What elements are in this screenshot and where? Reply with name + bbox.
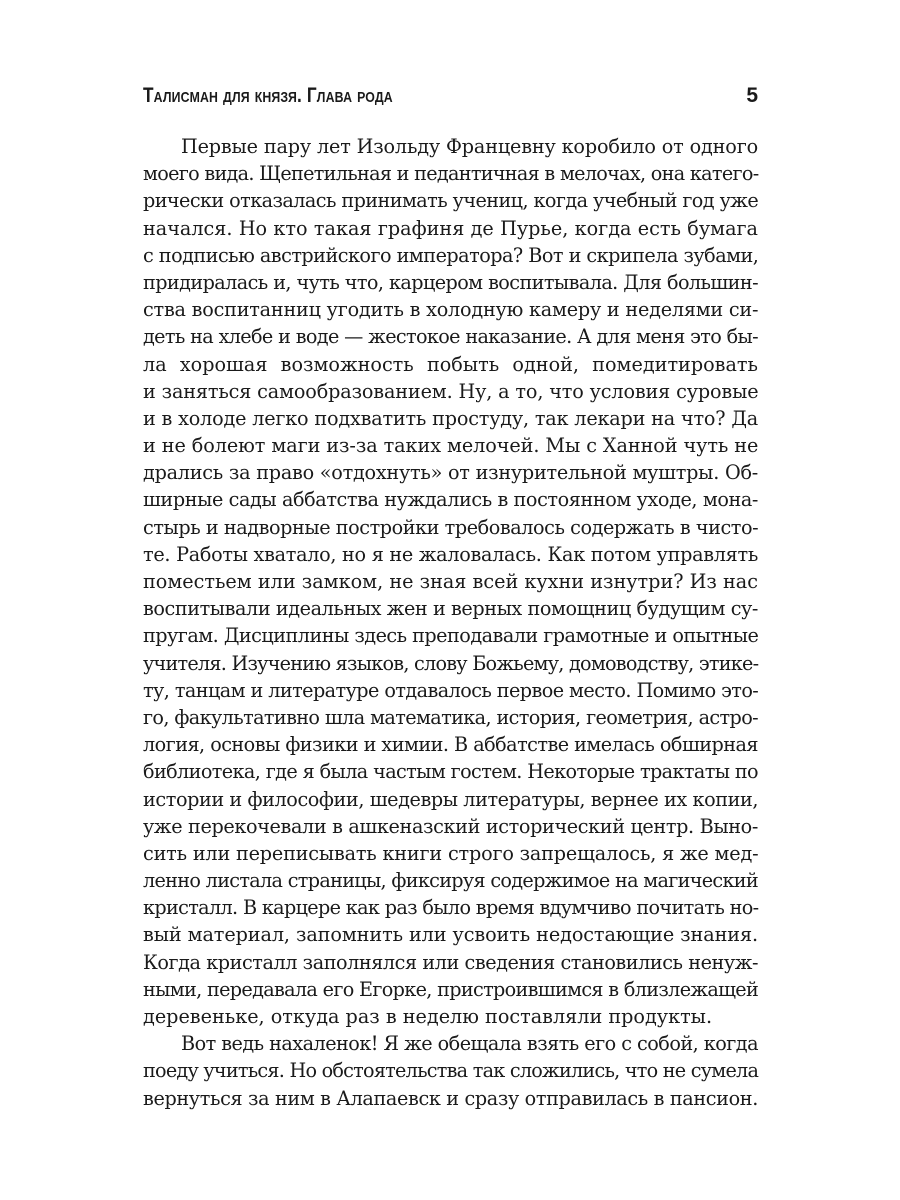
text-line: с подписью австрийского императора? Вот и скрипела зубами, [143, 243, 759, 267]
text-line: сить или переписывать книги строго запрещалось, я же мед- [143, 841, 759, 865]
text-line: рически отказалась принимать учениц, когда учебный год уже [143, 189, 759, 213]
text-line: Вот ведь нахаленок! Я же обещала взять его с собой, когда [181, 1032, 758, 1056]
text-line: Когда кристалл заполнялся или сведения становились ненуж- [143, 950, 758, 974]
page-number: 5 [746, 84, 758, 107]
text-line: библиотека, где я была частым гостем. Некоторые трактаты по [143, 760, 758, 784]
running-header [143, 84, 758, 114]
text-line: воспитывали идеальных жен и верных помощниц будущим су- [143, 597, 758, 621]
text-line: дрались за право «отдохнуть» от изнурительной муштры. Об- [143, 461, 758, 485]
text-line: начался. Но кто такая графиня де Пурье, когда есть бумага [143, 216, 758, 240]
text-line: деть на хлебе и воде — жестокое наказание. А для меня это бы- [143, 325, 758, 349]
text-line: ленно листала страницы, фиксируя содержимое на магический [143, 869, 758, 893]
text-line: вернуться за ним в Алапаевск и сразу отправилась в пансион. [143, 1086, 758, 1110]
text-line: ту, танцам и литературе отдавалось первое место. Помимо это- [143, 678, 759, 702]
text-line: поеду учиться. Но обстоятельства так сложились, что не сумела [143, 1059, 759, 1083]
text-line: моего вида. Щепетильная и педантичная в мелочах, она катего- [143, 162, 759, 186]
text-line: и заняться самообразованием. Ну, а то, что условия суровые [143, 379, 759, 403]
text-line: ширные сады аббатства нуждались в постоянном уходе, мона- [143, 488, 758, 512]
text-line: учителя. Изучению языков, слову Божьему, домоводству, этике- [143, 651, 759, 675]
text-line: те. Работы хватало, но я не жаловалась. Как потом управлять [143, 542, 758, 566]
text-line: придиралась и, чуть что, карцером воспитывала. Для большин- [143, 270, 758, 294]
text-line: уже перекочевали в ашкеназский исторический центр. Выно- [143, 814, 758, 838]
text-line: логия, основы физики и химии. В аббатстве имелась обширная [143, 733, 758, 757]
text-line: и в холоде легко подхватить простуду, так лекари на что? Да [143, 406, 758, 430]
text-line: кристалл. В карцере как раз было время вдумчиво почитать но- [143, 896, 759, 920]
text-line: истории и философии, шедевры литературы, вернее их копии, [143, 787, 759, 811]
text-line: ла хорошая возможность побыть одной, помедитировать [143, 352, 758, 376]
text-line: ными, передавала его Егорке, пристроившимся в близлежащей [143, 977, 759, 1001]
text-line: го, факультативно шла математика, история, геометрия, астро- [143, 705, 758, 729]
body-text [143, 133, 758, 1112]
text-line: деревеньке, откуда раз в неделю поставляли продукты. [143, 1005, 713, 1028]
text-line: и не болеют маги из-за таких мелочей. Мы с Ханной чуть не [143, 434, 759, 458]
text-line: Первые пару лет Изольду Францевну коробило от одного [181, 135, 758, 158]
running-header-title: Талисман для князя. Глава рода [143, 84, 393, 107]
text-line: поместьем или замком, не зная всей кухни изнутри? Из нас [143, 570, 758, 593]
text-line: ства воспитанниц угодить в холодную камеру и неделями си- [143, 298, 759, 322]
text-line: вый материал, запомнить или усвоить недостающие знания. [143, 923, 758, 947]
text-line: стырь и надворные постройки требовалось содержать в чисто- [143, 515, 759, 539]
text-line: пругам. Дисциплины здесь преподавали грамотные и опытные [143, 624, 759, 648]
